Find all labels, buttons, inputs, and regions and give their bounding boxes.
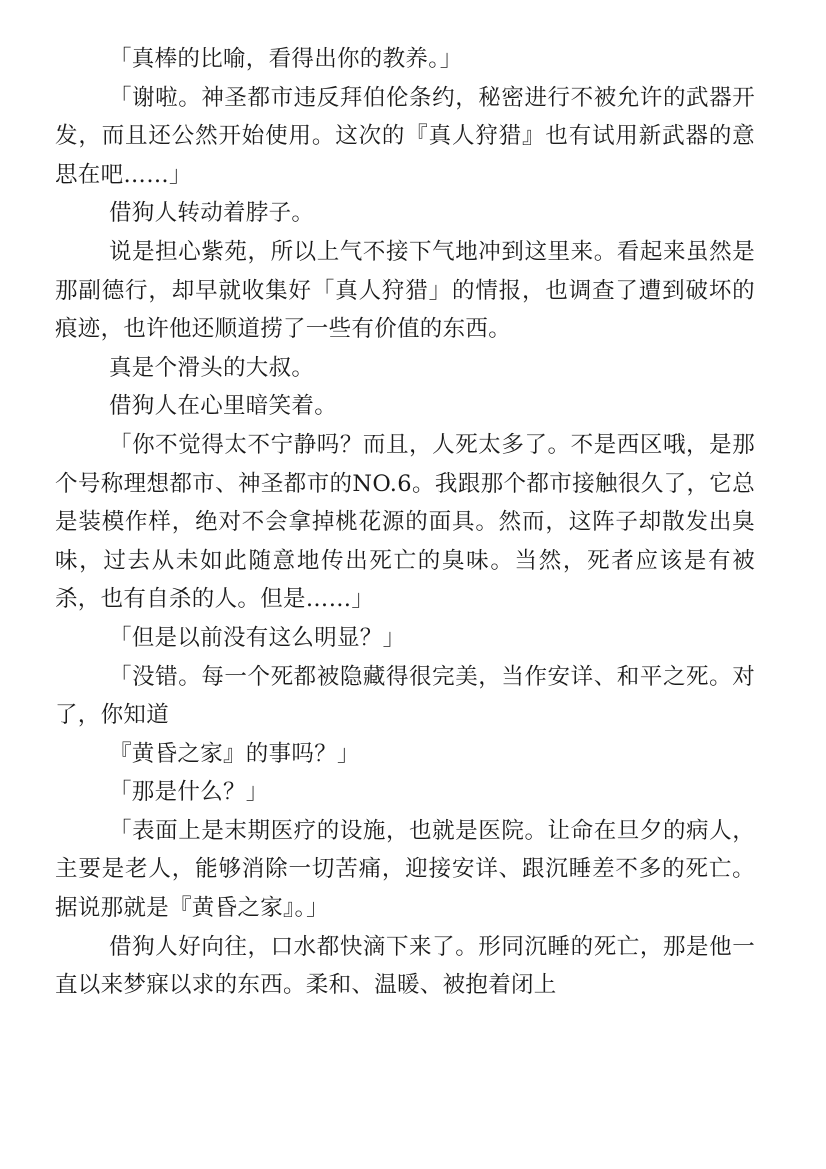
paragraph: 「你不觉得太不宁静吗？而且，人死太多了。不是西区哦，是那个号称理想都市、神圣都市的NO.6。我跟那个都市接触很久了，它总是装模作样，绝对不会拿掉桃花源的面具。然而，这阵子却散发出臭味，过去从未如此随意地传出死亡的臭味。当然，死者应该是有被杀，也有自杀的人。但是……」 xyxy=(55,431,755,613)
paragraph: 真是个滑头的大叔。 xyxy=(109,354,315,381)
document-page xyxy=(55,40,755,1005)
paragraph: 『黄昏之家』的事吗？」 xyxy=(109,740,360,767)
paragraph: 「但是以前没有这么明显？」 xyxy=(109,624,406,651)
paragraph: 「表面上是末期医疗的设施，也就是医院。让命在旦夕的病人，主要是老人，能够消除一切苦痛，迎接安详、跟沉睡差不多的死亡。据说那就是『黄昏之家』。」 xyxy=(55,817,755,922)
paragraph: 「没错。每一个死都被隐藏得很完美，当作安详、和平之死。对了，你知道 xyxy=(55,663,755,729)
paragraph: 说是担心紫苑，所以上气不接下气地冲到这里来。看起来虽然是那副德行，却早就收集好「真人狩猎」的情报，也调查了遭到破坏的痕迹，也许他还顺道捞了一些有价值的东西。 xyxy=(55,238,755,343)
paragraph: 借狗人转动着脖子。 xyxy=(109,200,315,227)
paragraph: 「真棒的比喻，看得出你的教养。」 xyxy=(109,46,463,72)
paragraph: 「谢啦。神圣都市违反拜伯伦条约，秘密进行不被允许的武器开发，而且还公然开始使用。这次的『真人狩猎』也有试用新武器的意思在吧……」 xyxy=(55,84,755,188)
paragraph: 借狗人在心里暗笑着。 xyxy=(109,393,338,420)
paragraph: 「那是什么？」 xyxy=(109,779,269,806)
paragraph: 借狗人好向往，口水都快滴下来了。形同沉睡的死亡，那是他一直以来梦寐以求的东西。柔和、温暖、被抱着闭上 xyxy=(55,933,755,999)
